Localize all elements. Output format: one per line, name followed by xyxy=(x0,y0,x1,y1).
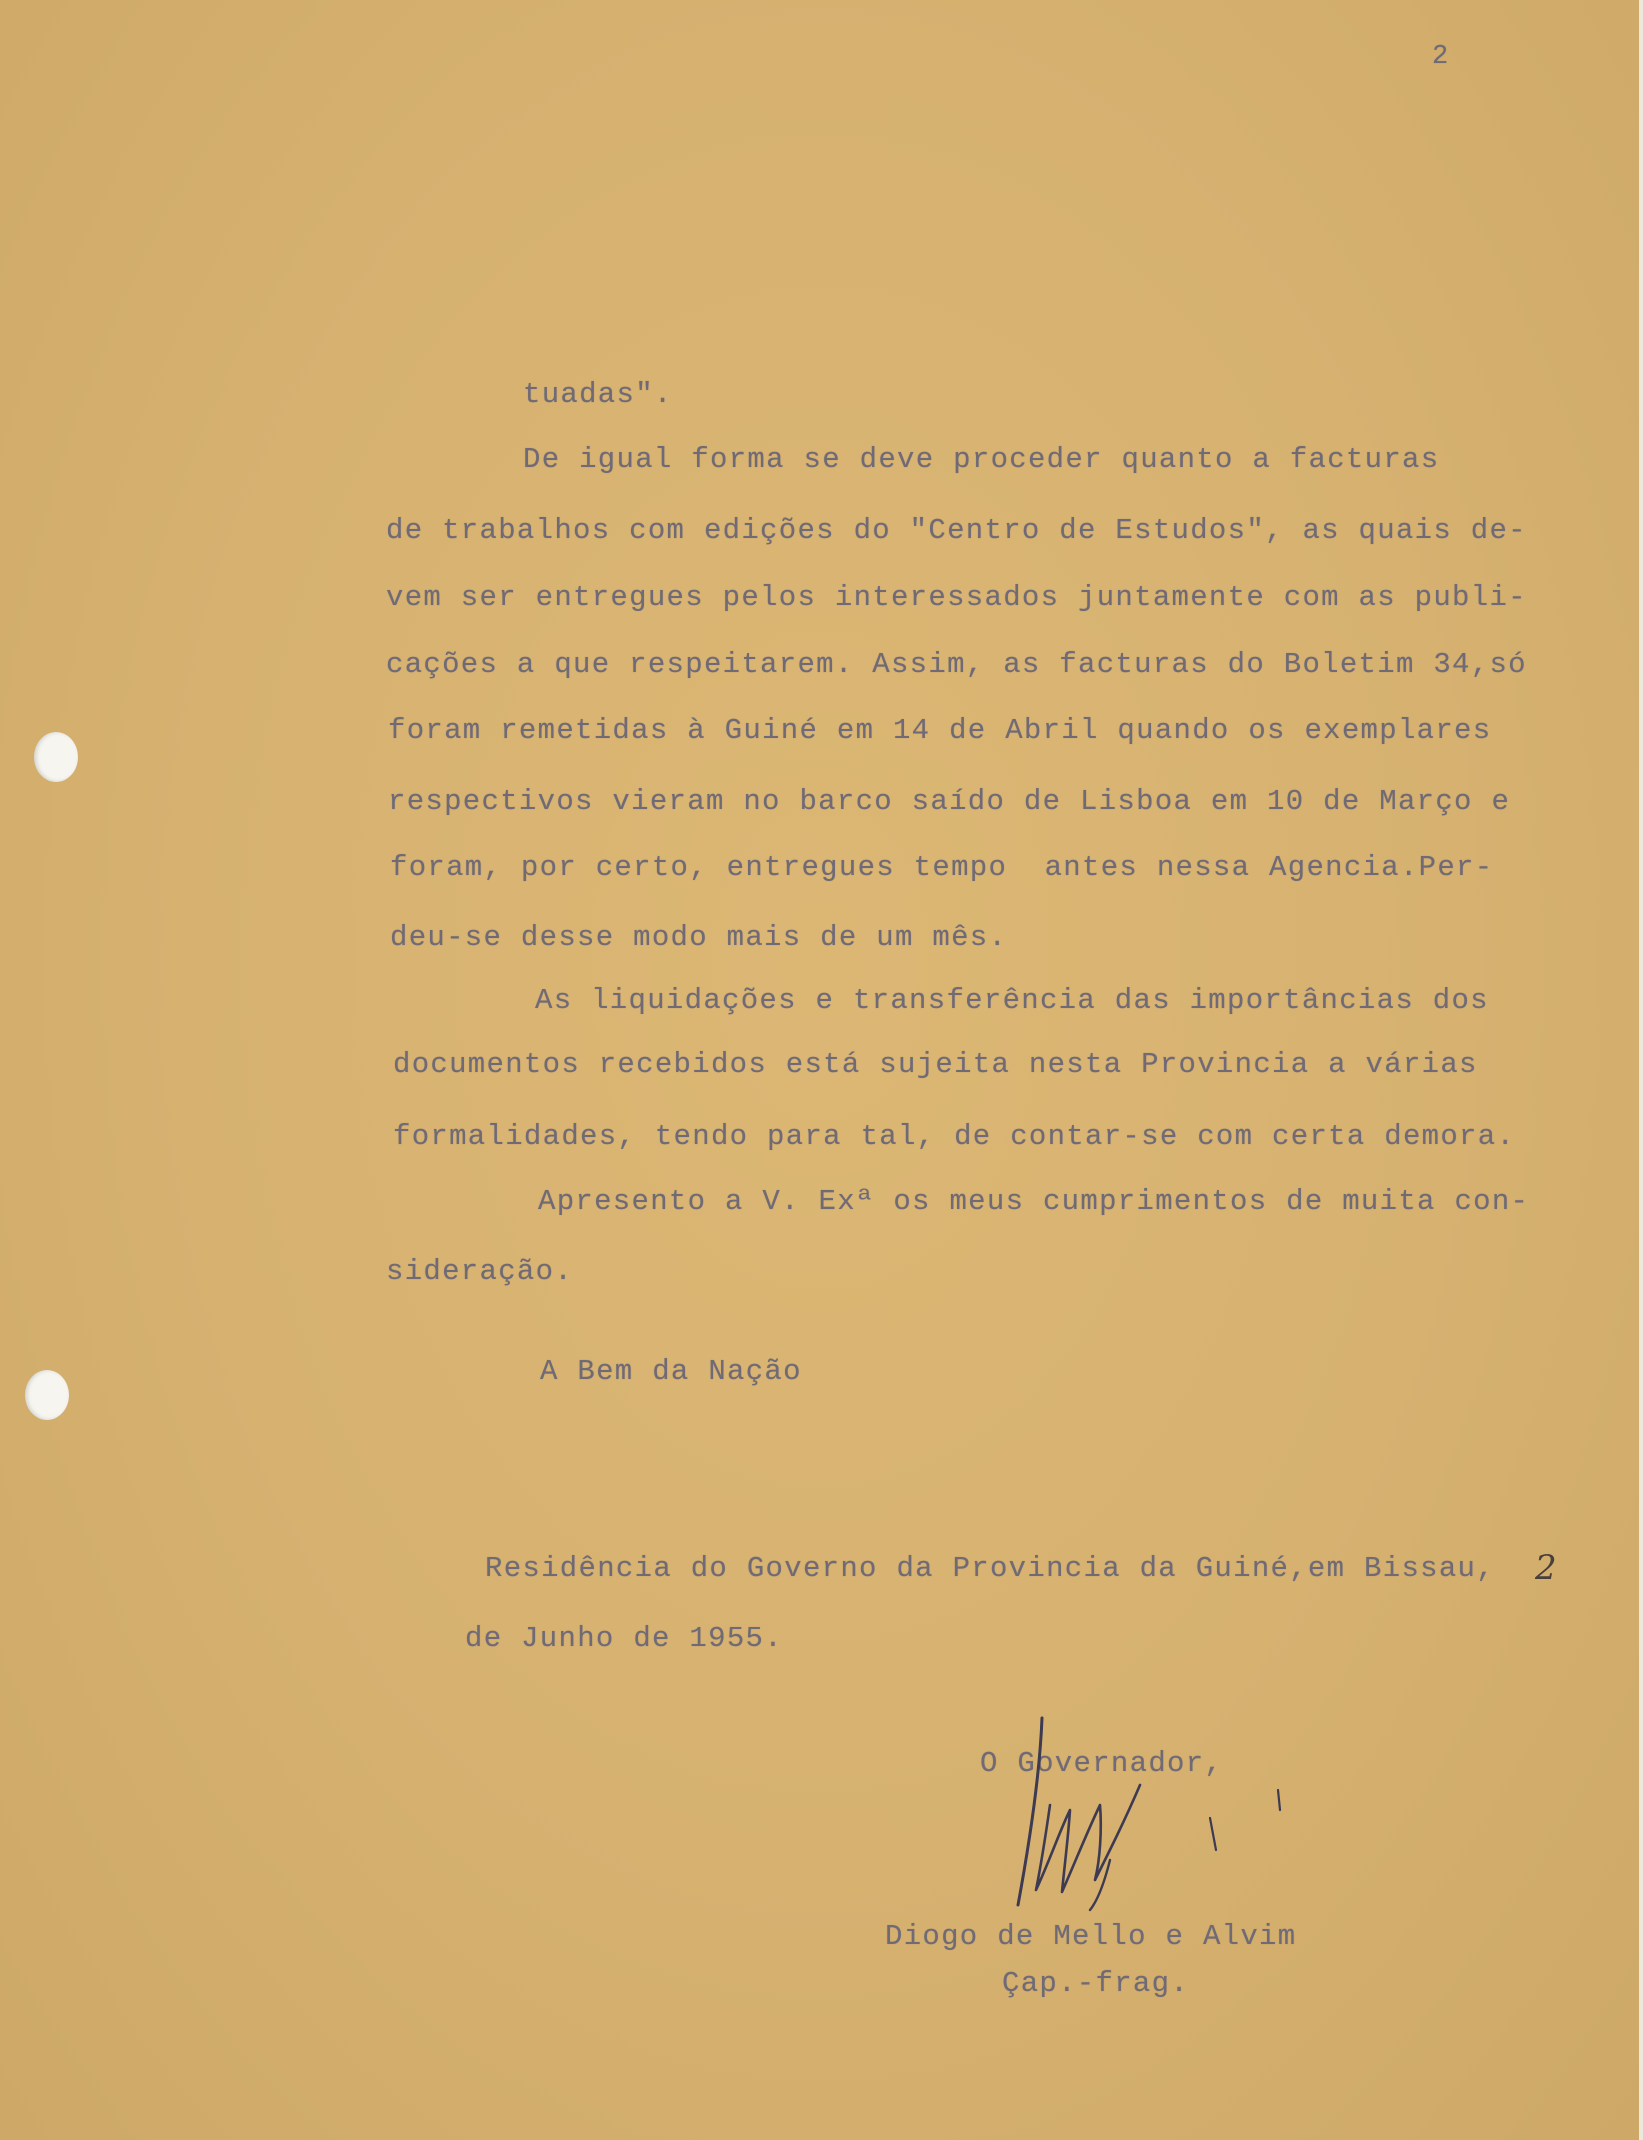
body-line: foram, por certo, entregues tempo antes nessa Agencia.Per- xyxy=(390,851,1494,884)
punch-hole-bottom xyxy=(25,1370,69,1420)
handwritten-day: 2 xyxy=(1535,1548,1557,1588)
handwritten-signature xyxy=(990,1710,1230,1910)
body-line: documentos recebidos está sujeita nesta Provincia a várias xyxy=(393,1048,1478,1081)
body-line: Apresento a V. Exª os meus cumprimentos de muita con- xyxy=(538,1185,1530,1218)
page-number: 2 xyxy=(1432,42,1449,72)
body-line: foram remetidas à Guiné em 14 de Abril quando os exemplares xyxy=(388,714,1492,747)
body-line: sideração. xyxy=(386,1255,574,1288)
body-line: respectivos vieram no barco saído de Lisboa em 10 de Março e xyxy=(388,785,1511,818)
body-line: As liquidações e transferência das importâncias dos xyxy=(535,984,1489,1017)
body-line: de trabalhos com edições do "Centro de Estudos", as quais de- xyxy=(386,514,1527,547)
punch-hole-top xyxy=(34,732,78,782)
paper-edge xyxy=(1639,0,1643,2140)
signer-title: O Governador, xyxy=(980,1747,1224,1780)
body-line: tuadas". xyxy=(523,378,673,411)
place-date-line: Residência do Governo da Provincia da Guiné,em Bissau, xyxy=(485,1552,1495,1585)
closing-salutation: A Bem da Nação xyxy=(540,1355,802,1388)
body-line: deu-se desse modo mais de um mês. xyxy=(390,921,1008,954)
body-line: De igual forma se deve proceder quanto a facturas xyxy=(523,443,1440,476)
body-line: vem ser entregues pelos interessados juntamente com as publi- xyxy=(386,581,1527,614)
signer-rank: Çap.-frag. xyxy=(1002,1967,1190,2000)
body-line: formalidades, tendo para tal, de contar-se com certa demora. xyxy=(393,1120,1516,1153)
date-line: de Junho de 1955. xyxy=(465,1622,783,1655)
body-line: cações a que respeitarem. Assim, as facturas do Boletim 34,só xyxy=(386,648,1527,681)
signer-name: Diogo de Mello e Alvim xyxy=(885,1920,1297,1953)
